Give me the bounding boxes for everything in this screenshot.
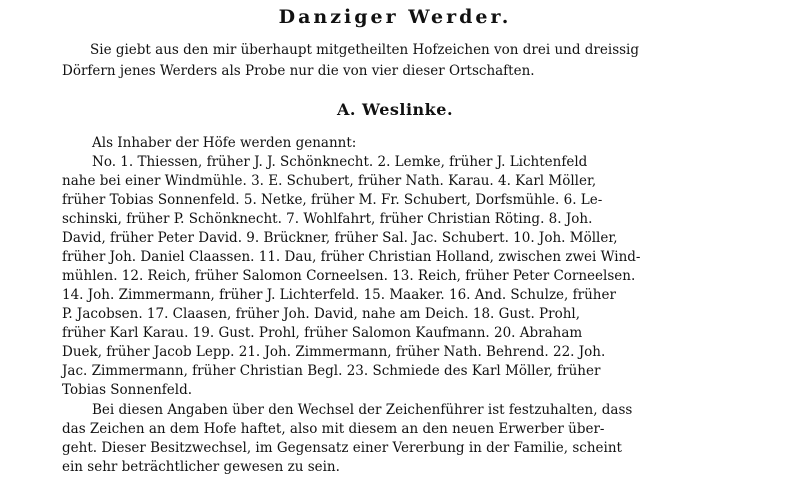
body-line: 14. Joh. Zimmermann, früher J. Lichterfeld. 15. Maaker. 16. And. Schulze, früher [62, 287, 616, 303]
body-line: Duek, früher Jacob Lepp. 21. Joh. Zimmermann, früher Nath. Behrend. 22. Joh. [62, 344, 606, 360]
intro-line: Sie giebt aus den mir überhaupt mitgetheilten Hofzeichen von drei und dreissig [90, 42, 640, 58]
body-line: No. 1. Thiessen, früher J. J. Schönknecht. 2. Lemke, früher J. Lichtenfeld [92, 154, 588, 170]
body-line: früher Tobias Sonnenfeld. 5. Netke, früher M. Fr. Schubert, Dorfsmühle. 6. Le- [62, 192, 603, 208]
section-title: A. Weslinke. [336, 100, 454, 119]
body-line: das Zeichen an dem Hofe haftet, also mit diesem an den neuen Erwerber über- [62, 421, 605, 437]
body-line: nahe bei einer Windmühle. 3. E. Schubert, früher Nath. Karau. 4. Karl Möller, [62, 173, 597, 189]
body-line: Jac. Zimmermann, früher Christian Begl. 23. Schmiede des Karl Möller, früher [62, 363, 601, 379]
body-line: Als Inhaber der Höfe werden genannt: [92, 135, 357, 151]
body-line: P. Jacobsen. 17. Claasen, früher Joh. David, nahe am Deich. 18. Gust. Prohl, [62, 306, 581, 322]
body-line: David, früher Peter David. 9. Brückner, früher Sal. Jac. Schubert. 10. Joh. Möller, [62, 230, 618, 246]
body-line: Bei diesen Angaben über den Wechsel der Zeichenführer ist festzuhalten, dass [92, 402, 633, 418]
body-line: geht. Dieser Besitzwechsel, im Gegensatz einer Vererbung in der Familie, scheint [62, 440, 622, 456]
body-line: ein sehr beträchtlicher gewesen zu sein. [62, 459, 340, 475]
body-line: Tobias Sonnenfeld. [62, 382, 192, 398]
body-line: früher Joh. Daniel Claassen. 11. Dau, früher Christian Holland, zwischen zwei Wind- [62, 249, 641, 265]
body-line: mühlen. 12. Reich, früher Salomon Corneelsen. 13. Reich, früher Peter Corneelsen. [62, 268, 636, 284]
body-line: früher Karl Karau. 19. Gust. Prohl, früher Salomon Kaufmann. 20. Abraham [62, 325, 583, 341]
intro-line: Dörfern jenes Werders als Probe nur die von vier dieser Ortschaften. [62, 63, 535, 79]
body-line: schinski, früher P. Schönknecht. 7. Wohlfahrt, früher Christian Röting. 8. Joh. [62, 211, 593, 227]
page-title: Danziger Werder. [278, 6, 512, 28]
